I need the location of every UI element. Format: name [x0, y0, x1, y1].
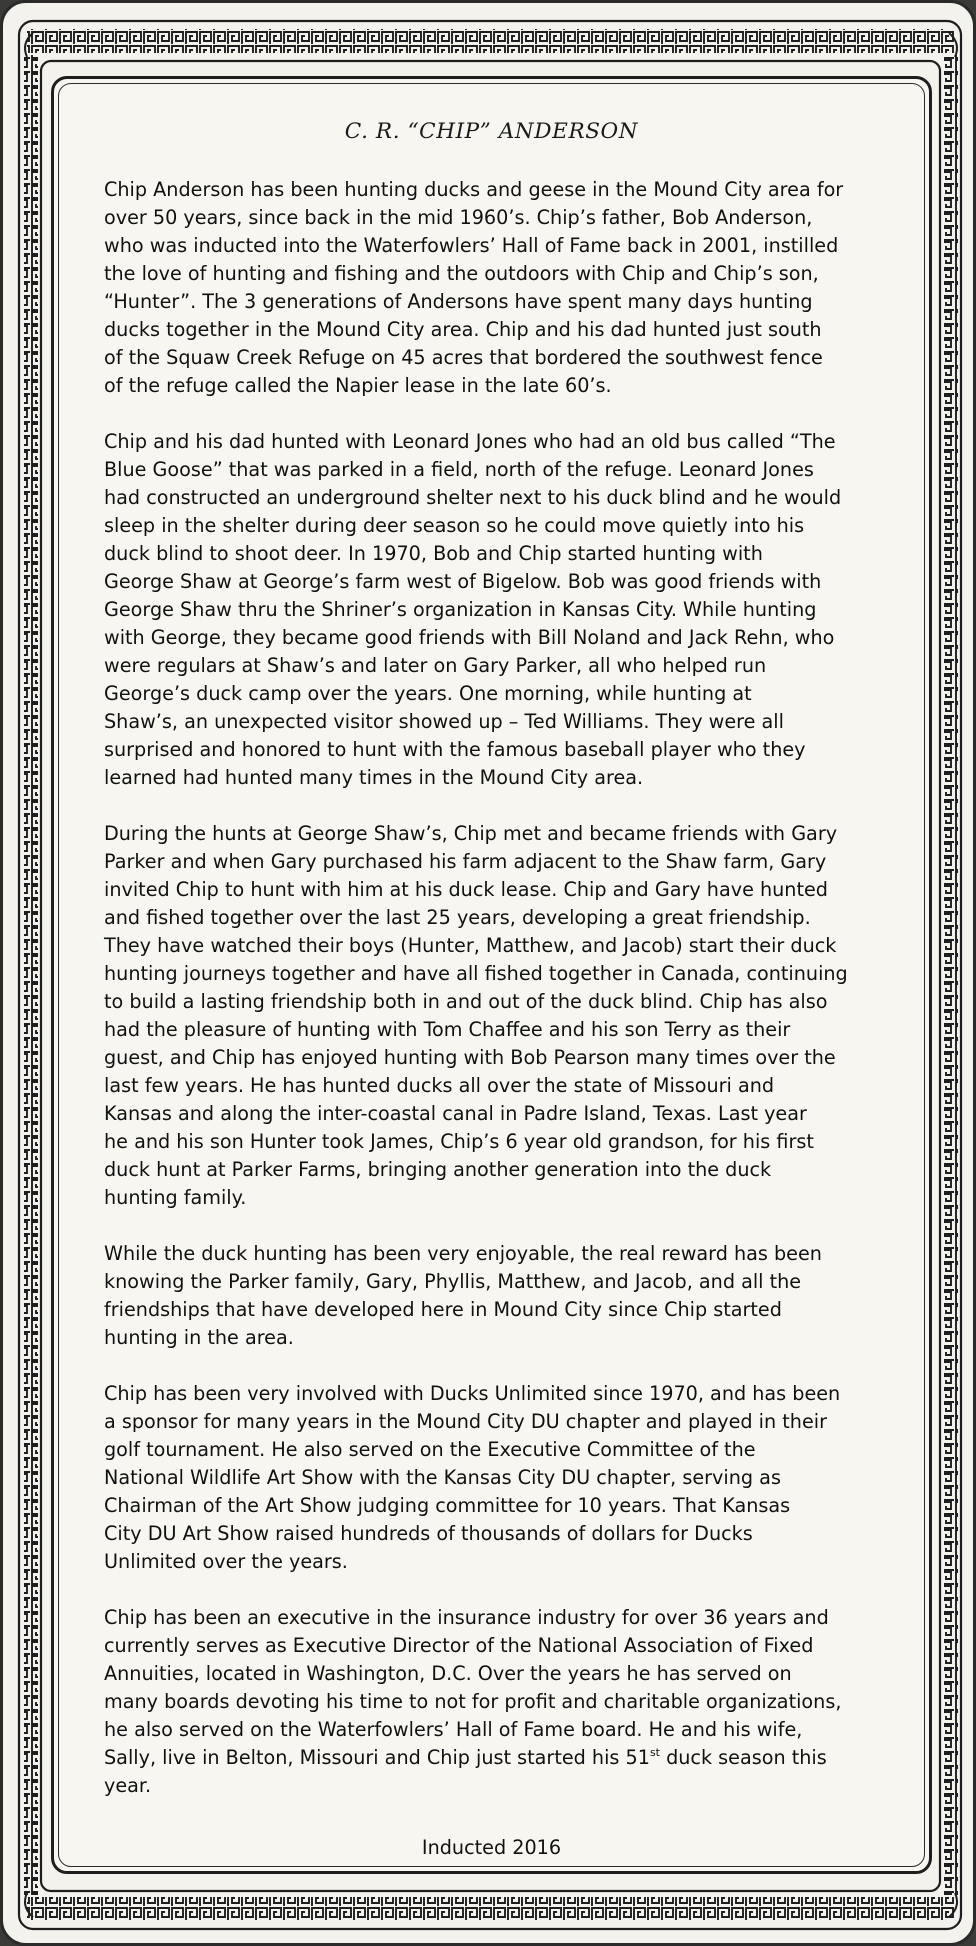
paragraph-career	[104, 1604, 904, 1800]
paragraph-parker-family: While the duck hunting has been very enjoyable, the real reward has been knowing the Parker family, Gary, Phyllis, Matthew, and Jacob, and all the friendships that have developed here in Mound City since Chip started hunting in the area.	[104, 1242, 822, 1349]
induction-year: Inducted 2016	[421, 1836, 562, 1859]
paragraph-gary-parker: During the hunts at George Shaw’s, Chip met and became friends with Gary Parker and when Gary purchased his farm adjacent to the Shaw farm, Gary invited Chip to hunt with him at his duck lease. Chip and Gary have hunted and fished together over the last 25 years, developing a great friendship. They have watched their boys (Hunter, Matthew, and Jacob) start their duck hunting journeys together and have all fished together in Canada, continuing to build a lasting friendship both in and out of the duck blind. Chip has also had the pleasure of hunting with Tom Chaffee and his son Terry as their guest, and Chip has enjoyed hunting with Bob Pearson many times over the last few years. He has hunted ducks all over the state of Missouri and Kansas and along the inter-coastal canal in Padre Island, Texas. Last year he and his son Hunter took James, Chip’s 6 year old grandson, for his first duck hunt at Parker Farms, bringing another generation into the duck hunting family.	[104, 822, 848, 1209]
biography-body	[104, 176, 904, 1828]
plaque-title: C. R. “CHIP” ANDERSON	[344, 119, 639, 144]
inner-text-panel	[51, 76, 932, 1874]
career-text: Chip has been an executive in the insurance industry for over 36 years and currently serves as Executive Director of the National Association of Fixed Annuities, located in Washington, D.C. Over the years he has served on many boards devoting his time to not for profit and charitable organizations, he also served on the Waterfowlers’ Hall of Fame board. He and his wife, Sally, live in Belton, Missouri and Chip just started his 51	[104, 1606, 842, 1769]
ordinal-superscript: st	[649, 1746, 660, 1759]
paragraph-early-years: Chip Anderson has been hunting ducks and geese in the Mound City area for over 50 years, since back in the mid 1960’s. Chip’s father, Bob Anderson, who was inducted into the Waterfowlers’ Hall of Fame back in 2001, instilled the love of hunting and fishing and the outdoors with Chip and Chip’s son, “Hunter”. The 3 generations of Andersons have spent many days hunting ducks together in the Mound City area. Chip and his dad hunted just south of the Squaw Creek Refuge on 45 acres that bordered the southwest fence of the refuge called the Napier lease in the late 60’s.	[104, 178, 844, 397]
paragraph-ducks-unlimited: Chip has been very involved with Ducks Unlimited since 1970, and has been a sponsor for many years in the Mound City DU chapter and played in their golf tournament. He also served on the Executive Committee of the National Wildlife Art Show with the Kansas City DU chapter, serving as Chairman of the Art Show judging committee for 10 years. That Kansas City DU Art Show raised hundreds of thousands of dollars for Ducks Unlimited over the years.	[104, 1382, 841, 1573]
career-text-end: duck season this year.	[104, 1746, 827, 1797]
paragraph-leonard-jones-george-shaw: Chip and his dad hunted with Leonard Jones who had an old bus called “The Blue Goose” that was parked in a field, north of the refuge. Leonard Jones had constructed an underground shelter next to his duck blind and he would sleep in the shelter during deer season so he could move quietly into his duck blind to shoot deer. In 1970, Bob and Chip started hunting with George Shaw at George’s farm west of Bigelow. Bob was good friends with George Shaw thru the Shriner’s organization in Kansas City. While hunting with George, they became good friends with Bill Noland and Jack Rehn, who were regulars at Shaw’s and later on Gary Parker, all who helped run George’s duck camp over the years. One morning, while hunting at Shaw’s, an unexpected visitor showed up – Ted Williams. They were all surprised and honored to hunt with the famous baseball player who they learned had hunted many times in the Mound City area.	[104, 430, 842, 789]
